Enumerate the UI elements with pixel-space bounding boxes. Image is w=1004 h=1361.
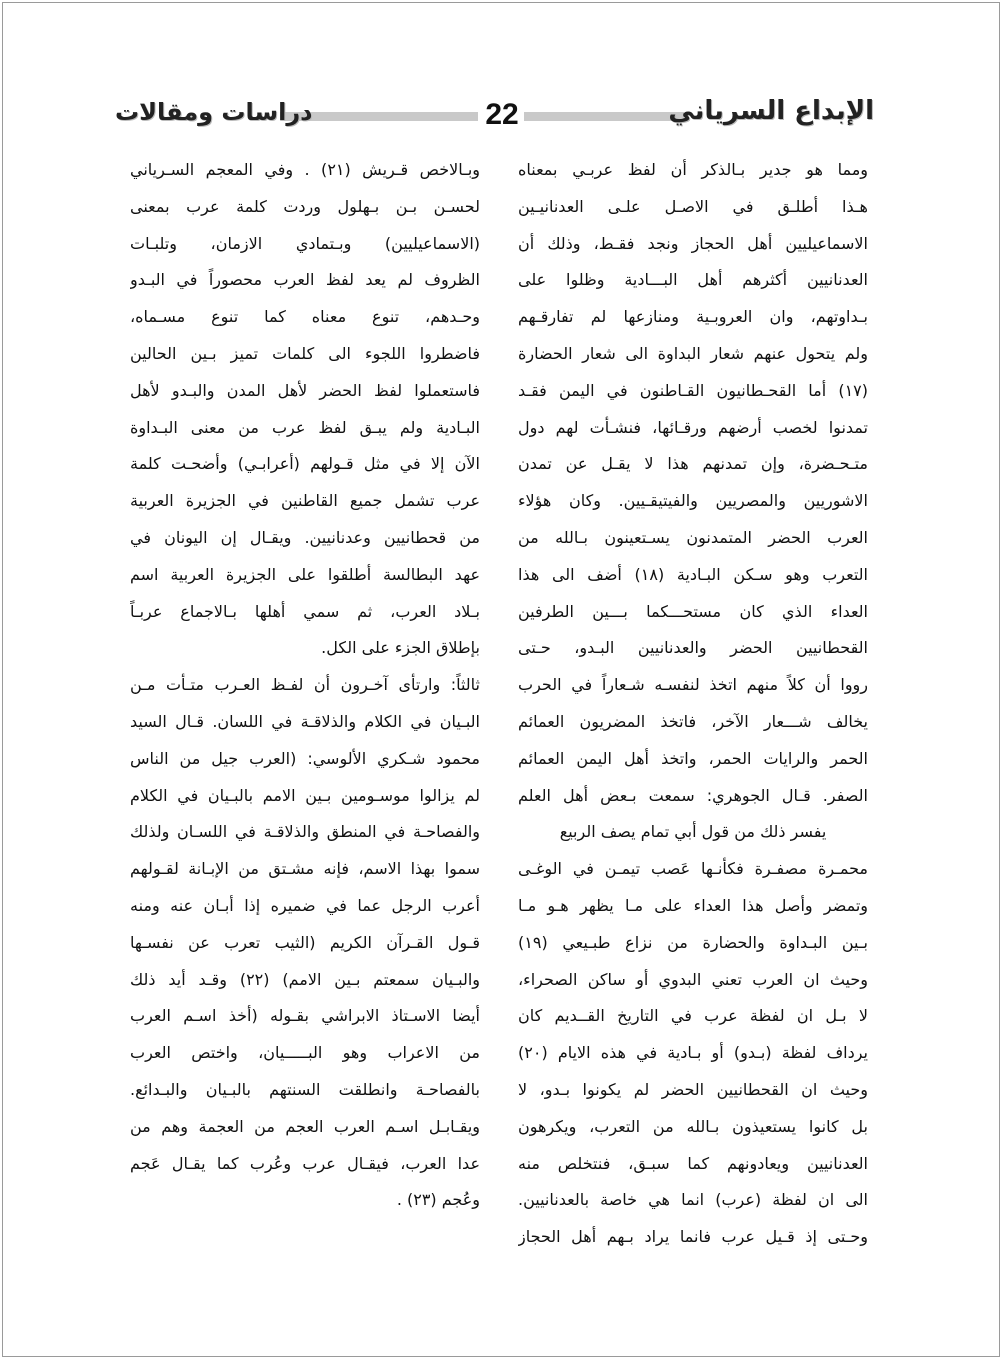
text-line: بـلاد العرب، ثم سمي أهلها بـالاجماع عربـاً xyxy=(130,601,480,621)
text-line: وحيث ان القحطانيين الحضر لم يكونوا بـدو، لا xyxy=(518,1079,868,1099)
text-line: أعرب الرجل عما في ضميره إذا أبـان عنه ومنه xyxy=(130,895,480,915)
poem-intro-line: يفسر ذلك من قول أبي تمام يصف الربيع xyxy=(559,822,827,842)
text-line: بالفصاحـة وانطلقت السنتهم بالبـيان والبـدائع. xyxy=(130,1079,480,1099)
text-line: بـين البـداوة والحضارة من نزاع طبـيعي (١٩) xyxy=(518,932,868,952)
text-line: متـحـضرة، وإن تمدنهم هذا لا يقـل عن تمدن xyxy=(518,454,868,474)
text-line: عدا العرب، فيقـال عرب وعُرب كما يقـال عَجم xyxy=(130,1153,480,1173)
text-line: لا بـل ان لفظة عرب في التاريخ القــديم كان xyxy=(518,1006,868,1026)
text-line: سموا بهذا الاسم، فإنه مشـتق من الإبـانة لقـولهم xyxy=(130,859,480,879)
text-line: يرداف لفظة (بـدو) أو بـادية في هذه الايام (٢٠) xyxy=(518,1043,868,1063)
text-line: تمدنوا لخصب أرضهم ورقـائها، فنشـأت لهم دول xyxy=(518,417,868,437)
text-line: وبـالاخص قـريش (٢١) . وفي المعجم السـرياني xyxy=(130,160,480,179)
text-line: عرب تشمل جميع القاطنين في الجزيرة العربية xyxy=(130,491,480,511)
text-line: العداء الذي كان مستحـــكما بـــين الطرفين xyxy=(518,601,868,621)
text-line: من قحطانيين وعدنانيين. ويقـال إن اليونان في xyxy=(130,527,480,547)
text-line: التعرب وهو سـكن البـادية (١٨) أضف الى هذا xyxy=(518,564,868,584)
text-line: العدنانيين ويعادونهم كما سبـق، فنتخلص منه xyxy=(518,1153,868,1173)
text-line: والبـيان سمعتم بـين الامم) (٢٢) وقـد أيد ذلك xyxy=(130,969,480,989)
text-line: الى ان لفظة (عرب) انما هي خاصة بالعدنانيين. xyxy=(518,1190,868,1210)
text-line: العدنانيين أكثرهم أهل البـــادية وظلوا على xyxy=(518,270,868,290)
text-line: والفصاحـة في المنطق والذلاقـة في اللسـان ولذلك xyxy=(130,822,480,842)
text-line: عهد البطالسة أطلقوا على الجزيرة العربية اسم xyxy=(130,564,480,584)
text-line: بإطلاق الجزء على الكل. xyxy=(321,638,480,658)
text-line: يخالف شـــعار الآخر، فاتخذ المضريون العمائم xyxy=(518,711,868,731)
text-line: وحيث ان العرب تعني البدوي أو ساكن الصحراء، xyxy=(518,969,868,989)
text-line: وتمضر وأصل هذا العداء على مـا يظهر هـو مـا xyxy=(518,895,868,915)
text-line: لحسـن بـن بـهلول وردت كلمة عرب بمعنى xyxy=(130,196,480,216)
text-line: (الاسماعيليين) وبـتمادي الازمان، وتلبـات xyxy=(130,233,480,253)
text-line: ومما هو جدير بـالذكر أن لفظ عربـي بمعناه xyxy=(518,160,868,179)
text-line: الآن إلا في مثل قـولهم (أعرابـي) وأضحـت كلمة xyxy=(130,454,480,474)
text-line: ويقـابـل اسـم العرب العجم من العجمة وهم من xyxy=(130,1116,480,1136)
text-line: فاضطروا اللجوء الى كلمات تميز بـين الحالين xyxy=(130,343,480,363)
text-line: الحمر والرايات الحمر، واتخذ أهل اليمن العمائم xyxy=(518,748,868,768)
header-rule-right xyxy=(524,112,684,121)
text-line: وحـتى إذ قـيل عرب فانما يراد بـهم أهل الحجاز xyxy=(518,1227,868,1247)
text-line: رووا أن كلاً منهم اتخذ لنفسـه شـعاراً في الحرب xyxy=(518,675,868,695)
page-number: 22 xyxy=(485,98,519,131)
text-line: أيضا الاسـتاذ الابراشي بقـوله (أخذ اسـم العرب xyxy=(130,1006,480,1026)
text-line: الصفر. قـال الجوهري: سمعت بـعض أهل العلم xyxy=(518,785,868,805)
text-line: من الاعراب وهو البـــــيان، واختص العرب xyxy=(130,1043,480,1063)
text-line: العرب الحضر المتمدنون يسـتعينون بـالله من xyxy=(518,527,868,547)
text-line: الظروف لم يعد لفظ العرب محصوراً في البـدو xyxy=(130,270,480,290)
left-column xyxy=(130,152,480,1219)
text-line: ثالثاً: وارتأى آخـرون أن لفـظ العـرب متـأت مـن xyxy=(130,675,480,695)
text-line: قـول القـرآن الكريم (الثيب تعرب عن نفسـها xyxy=(130,932,480,952)
text-line: الاشوريين والمصريين والفيتيقـيين. وكان هؤلاء xyxy=(518,491,868,511)
text-line: بـداوتهم، وان العروبـية ومنازعها لم تفارقـهم xyxy=(518,307,868,327)
section-title: دراسات ومقالات xyxy=(115,98,313,126)
text-line: القحطانيين الحضر والعدنانيين البـدو، حـتى xyxy=(518,638,868,658)
poem-verse-line: محمـرة مصفـرة فكأنـها عَصب تيمـن في الوغـى xyxy=(518,859,868,879)
text-line: (١٧) أما القحـطانيون القـاطنون في اليمن فقـد xyxy=(518,380,868,400)
text-line: وعُجم (٢٣) . xyxy=(396,1190,480,1210)
right-column xyxy=(518,152,868,1256)
page-header xyxy=(0,96,1004,140)
text-line: الاسماعيليين أهل الحجاز ونجد فقـط، وذلك أن xyxy=(518,233,868,253)
text-line: بل كانوا يستعيذون بـالله من التعرب، ويكرهون xyxy=(518,1116,868,1136)
text-line: هـذا أطلـق في الاصـل علـى العدنانيـين xyxy=(518,196,868,216)
text-line: ولم يتحول عنهم شعار البداوة الى شعار الحضارة xyxy=(518,343,868,363)
text-line: البـيان في الكلام والذلاقـة في اللسان. قـال السيد xyxy=(130,711,480,731)
text-line: البـادية ولم يبـق لفظ عرب من معنى البـداوة xyxy=(130,417,480,437)
text-line: لم يزالوا موسـومين بـين الامم بالبـيان في الكلام xyxy=(130,785,480,805)
text-line: فاستعملوا لفظ الحضر لأهل المدن والبـدو لأهل xyxy=(130,380,480,400)
text-line: محمود شـكري الألوسي: (العرب جيل من الناس xyxy=(130,748,480,768)
magazine-title: الإبداع السرياني xyxy=(668,96,874,126)
text-line: وحـدهم، تنوع معناه كما تنوع مسـماه، xyxy=(130,307,480,327)
